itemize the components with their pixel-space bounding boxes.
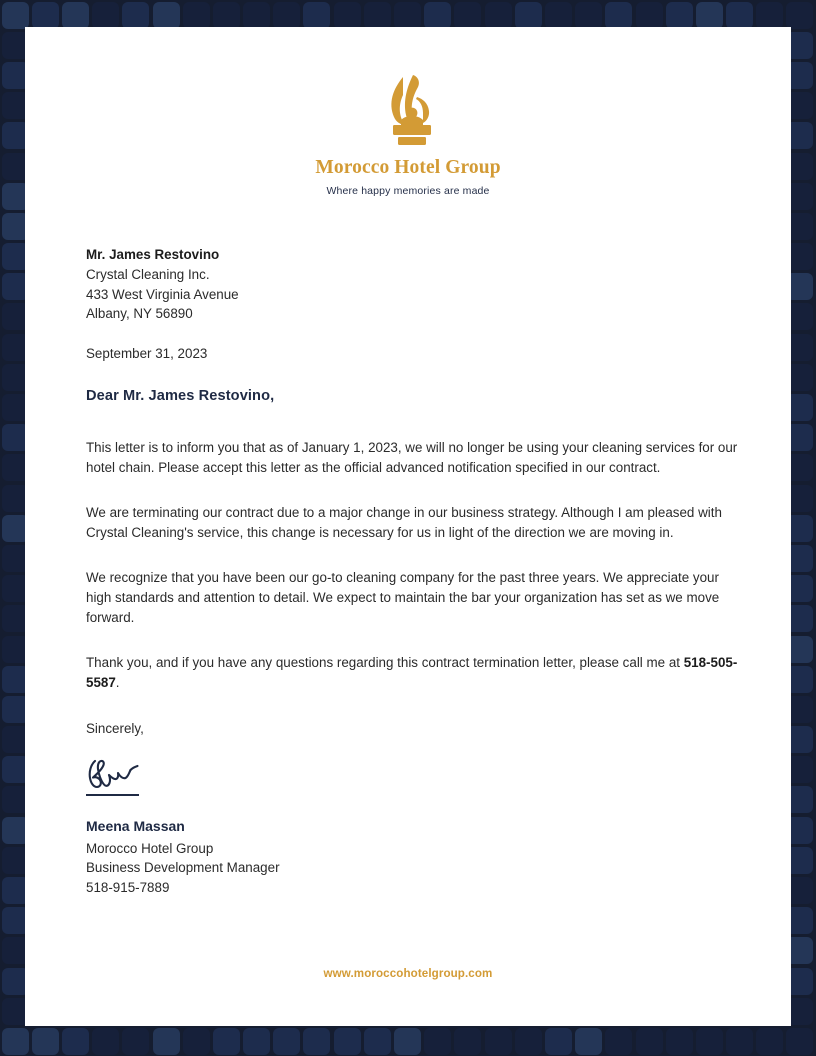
background-tile	[515, 1028, 542, 1055]
background-tile	[786, 1028, 813, 1055]
signer-block	[86, 817, 741, 897]
letter-date: September 31, 2023	[86, 345, 208, 361]
letter-footer	[25, 964, 791, 982]
background-tile	[273, 2, 300, 29]
background-tile	[213, 1028, 240, 1055]
background-tile	[454, 2, 481, 29]
background-tile	[636, 1028, 663, 1055]
background-tile	[575, 2, 602, 29]
background-tile	[394, 1028, 421, 1055]
background-tile	[515, 2, 542, 29]
recipient-name: Mr. James Restovino	[86, 247, 220, 263]
background-tile	[243, 2, 270, 29]
signature-underline	[86, 794, 139, 796]
background-tile	[485, 2, 512, 29]
paragraph-4-text-before-phone: Thank you, and if you have any questions regarding this contract termination letter, please call me at	[86, 655, 684, 671]
contact-phone-number: 518-505-5587	[86, 655, 738, 690]
background-tile	[756, 2, 783, 29]
signer-title: Business Development Manager	[86, 860, 280, 876]
background-tile	[605, 2, 632, 29]
salutation: Dear Mr. James Restovino,	[86, 388, 275, 405]
background-tile	[303, 2, 330, 29]
background-tile	[605, 1028, 632, 1055]
background-tile	[394, 2, 421, 29]
background-tile	[243, 1028, 270, 1055]
paragraph-4-text-after-phone: .	[115, 674, 120, 690]
paragraph-1: This letter is to inform you that as of January 1, 2023, we will no longer be using your cleaning services for our hotel chain. Please accept this letter as the official advanced notification specified in our contract.	[86, 439, 738, 475]
background-tile	[2, 1028, 29, 1055]
background-tile	[273, 1028, 300, 1055]
background-tile	[183, 1028, 210, 1055]
recipient-company: Crystal Cleaning Inc.	[86, 267, 210, 283]
background-tile	[334, 1028, 361, 1055]
background-tile	[334, 2, 361, 29]
background-tile	[424, 2, 451, 29]
brand-name: Morocco Hotel Group	[315, 157, 501, 178]
background-tile	[575, 1028, 602, 1055]
paragraph-4	[86, 653, 741, 692]
background-tile	[153, 2, 180, 29]
closing-line: Sincerely,	[86, 721, 144, 737]
background-tile	[153, 1028, 180, 1055]
background-tile	[303, 1028, 330, 1055]
signer-company: Morocco Hotel Group	[86, 840, 214, 856]
letterhead	[25, 27, 791, 197]
background-tile	[454, 1028, 481, 1055]
background-tile	[2, 2, 29, 29]
letter-sheet	[25, 27, 791, 1026]
background-tile	[545, 1028, 572, 1055]
background-tile	[32, 1028, 59, 1055]
background-tile	[92, 2, 119, 29]
background-tile	[726, 1028, 753, 1055]
background-tile	[92, 1028, 119, 1055]
background-tile	[545, 2, 572, 29]
background-tile	[726, 2, 753, 29]
recipient-address-block	[86, 245, 741, 323]
recipient-city-state-zip: Albany, NY 56890	[86, 306, 193, 322]
background-tile	[666, 2, 693, 29]
background-tile	[485, 1028, 512, 1055]
signer-name: Meena Massan	[86, 817, 185, 834]
background-tile	[786, 2, 813, 29]
background-tile	[364, 2, 391, 29]
signature-block	[86, 757, 741, 796]
background-tile	[364, 1028, 391, 1055]
background-tile	[62, 1028, 89, 1055]
brand-tagline: Where happy memories are made	[326, 185, 490, 198]
background-tile	[636, 2, 663, 29]
signer-phone: 518-915-7889	[86, 879, 170, 895]
background-tile	[424, 1028, 451, 1055]
background-tile	[666, 1028, 693, 1055]
background-tile	[696, 1028, 723, 1055]
background-tile	[756, 1028, 783, 1055]
recipient-street: 433 West Virginia Avenue	[86, 286, 239, 302]
background-tile	[32, 2, 59, 29]
background-tile	[183, 2, 210, 29]
paragraph-3: We recognize that you have been our go-to cleaning company for the past three years. We appreciate your high standards and attention to detail. We expect to maintain the bar your organization has set as we move forward.	[86, 570, 720, 625]
hotel-flame-planter-logo-icon	[377, 73, 439, 147]
background-tile	[696, 2, 723, 29]
handwritten-signature-icon	[86, 757, 142, 793]
website-url-link[interactable]: www.moroccohotelgroup.com	[323, 967, 493, 980]
background-tile	[213, 2, 240, 29]
background-tile	[122, 2, 149, 29]
background-tile	[62, 2, 89, 29]
letter-body	[25, 245, 791, 897]
paragraph-2: We are terminating our contract due to a major change in our business strategy. Although I am pleased with Crystal Cleaning's service, this change is necessary for us in light of the direction we are moving in.	[86, 505, 722, 540]
background-tile	[122, 1028, 149, 1055]
